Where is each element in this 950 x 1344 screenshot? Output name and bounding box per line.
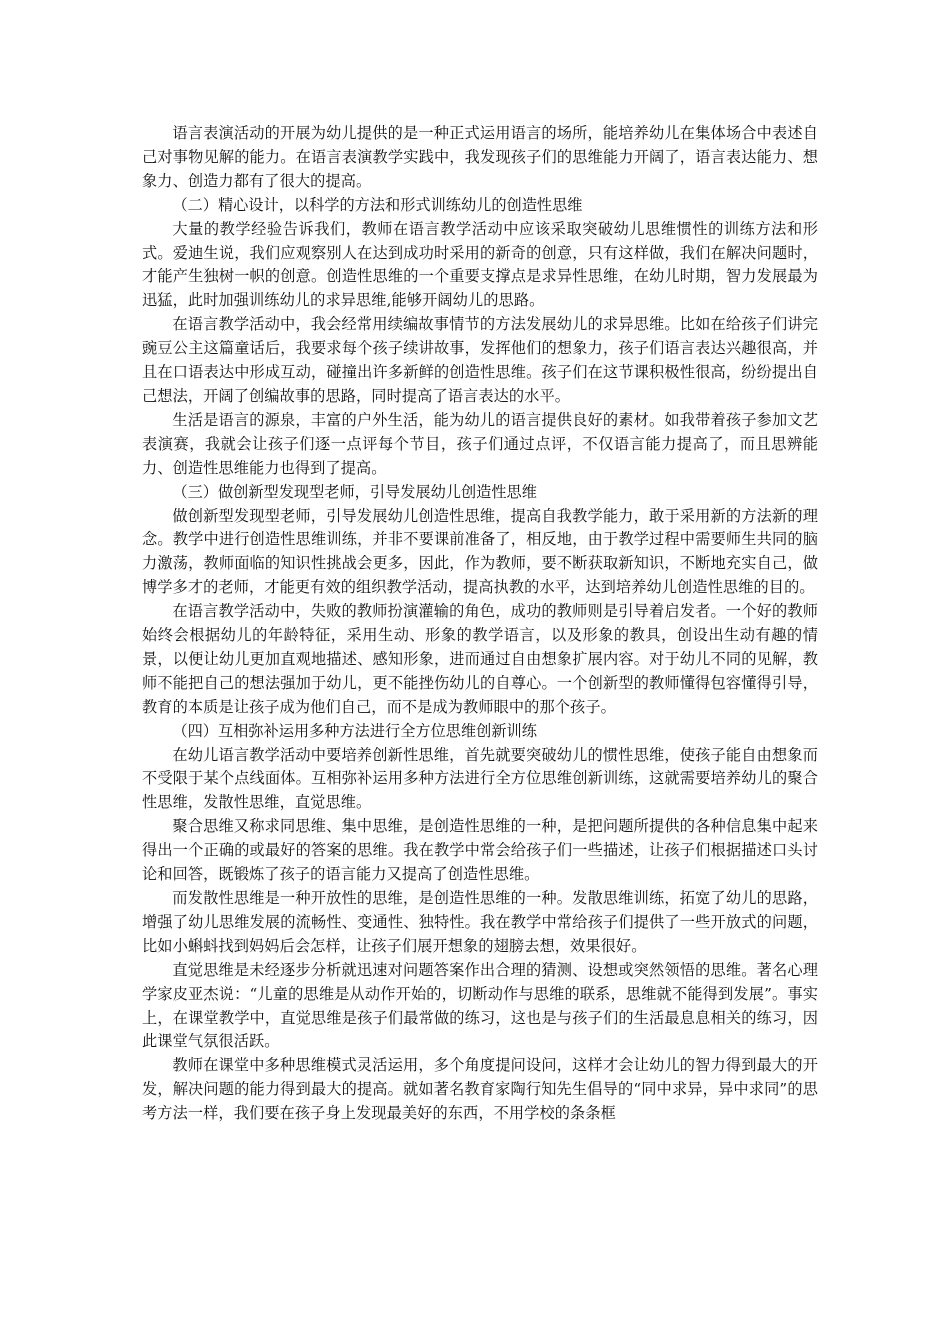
paragraph-teaching-experience: 大量的教学经验告诉我们，教师在语言教学活动中应该采取突破幼儿思维惯性的训练方法和形式。爱迪生说，我们应观察别人在达到成功时采用的新奇的创意，只有这样做，我们在解决问题时，才能产生独树一帜的创意。创造性思维的一个重要支撑点是求异性思维，在幼儿时期，智力发展最为迅猛，此时加强训练幼儿的求异思维,能够开阔幼儿的思路。 [142,219,818,310]
document-body [142,122,818,1126]
paragraph-convergent-thinking: 聚合思维又称求同思维、集中思维，是创造性思维的一种，是把问题所提供的各种信息集中起来得出一个正确的或最好的答案的思维。我在教学中常会给孩子们一些描述，让孩子们根据描述口头讨论和回答，既锻炼了孩子的语言能力又提高了创造性思维。 [142,817,818,884]
section-heading-2: （二）精心设计，以科学的方法和形式训练幼儿的创造性思维 [172,195,583,214]
paragraph-story-continuation: 在语言教学活动中，我会经常用续编故事情节的方法发展幼儿的求异思维。比如在给孩子们讲完豌豆公主这篇童话后，我要求每个孩子续讲故事，发挥他们的想象力，孩子们语言表达兴趣很高，并且在口语表达中形成互动，碰撞出许多新鲜的创造性思维。孩子们在这节课积极性很高，纷纷提出自己想法，开阔了创编故事的思路，同时提高了语言表达的水平。 [142,315,818,405]
section-heading-3: （三）做创新型发现型老师，引导发展幼儿创造性思维 [172,482,537,501]
paragraph-teacher-role: 在语言教学活动中，失败的教师扮演灌输的角色，成功的教师则是引导着启发者。一个好的教师始终会根据幼儿的年龄特征，采用生动、形象的教学语言，以及形象的教具，创设出生动有趣的情景，以便让幼儿更加直观地描述、感知形象，进而通过自由想象扩展内容。对于幼儿不同的见解，教师不能把自己的想法强加于幼儿，更不能挫伤幼儿的自尊心。一个创新型的教师懂得包容懂得引导，教育的本质是让孩子成为他们自己，而不是成为教师眼中的那个孩子。 [142,602,818,716]
section-heading-4: （四）互相弥补运用多种方法进行全方位思维创新训练 [172,721,537,740]
paragraph-intuitive-thinking: 直觉思维是未经逐步分析就迅速对问题答案作出合理的猜测、设想或突然领悟的思维。著名心理学家皮亚杰说：“儿童的思维是从动作开始的，切断动作与思维的联系，思维就不能得到发展”。事实上，在课堂教学中，直觉思维是孩子们最常做的练习，这也是与孩子们的生活最息息相关的练习，因此课堂气氛很活跃。 [142,960,818,1051]
paragraph-innovative-teacher: 做创新型发现型老师，引导发展幼儿创造性思维，提高自我教学能力，敢于采用新的方法新的理念。教学中进行创造性思维训练，并非不要课前准备了，相反地，由于教学过程中需要师生共同的脑力激荡，教师面临的知识性挑战会更多，因此，作为教师，要不断获取新知识，不断地充实自己，做博学多才的老师，才能更有效的组织教学活动，提高执教的水平，达到培养幼儿创造性思维的目的。 [142,506,818,597]
paragraph-language-performance: 语言表演活动的开展为幼儿提供的是一种正式运用语言的场所，能培养幼儿在集体场合中表述自己对事物见解的能力。在语言表演教学实践中，我发现孩子们的思维能力开阔了，语言表达能力、想象力、创造力都有了很大的提高。 [142,124,818,190]
paragraph-divergent-thinking: 而发散性思维是一种开放性的思维，是创造性思维的一种。发散思维训练，拓宽了幼儿的思路，增强了幼儿思维发展的流畅性、变通性、独特性。我在教学中常给孩子们提供了一些开放式的问题，比如小蝌蚪找到妈妈后会怎样，让孩子们展开想象的翅膀去想，效果很好。 [142,889,818,955]
paragraph-flexible-modes: 教师在课堂中多种思维模式灵活运用，多个角度提问设问，这样才会让幼儿的智力得到最大的开发，解决问题的能力得到最大的提高。就如著名教育家陶行知先生倡导的“同中求异，异中求同”的思考方法一样，我们要在孩子身上发现最美好的东西，不用学校的条条框 [142,1056,818,1123]
paragraph-life-source: 生活是语言的源泉，丰富的户外生活，能为幼儿的语言提供良好的素材。如我带着孩子参加文艺表演赛，我就会让孩子们逐一点评每个节目，孩子们通过点评，不仅语言能力提高了，而且思辨能力、创造性思维能力也得到了提高。 [142,410,818,477]
paragraph-break-inertia: 在幼儿语言教学活动中要培养创新性思维，首先就要突破幼儿的惯性思维，使孩子能自由想象而不受限于某个点线面体。互相弥补运用多种方法进行全方位思维创新训练，这就需要培养幼儿的聚合性思维，发散性思维，直觉思维。 [142,745,818,812]
